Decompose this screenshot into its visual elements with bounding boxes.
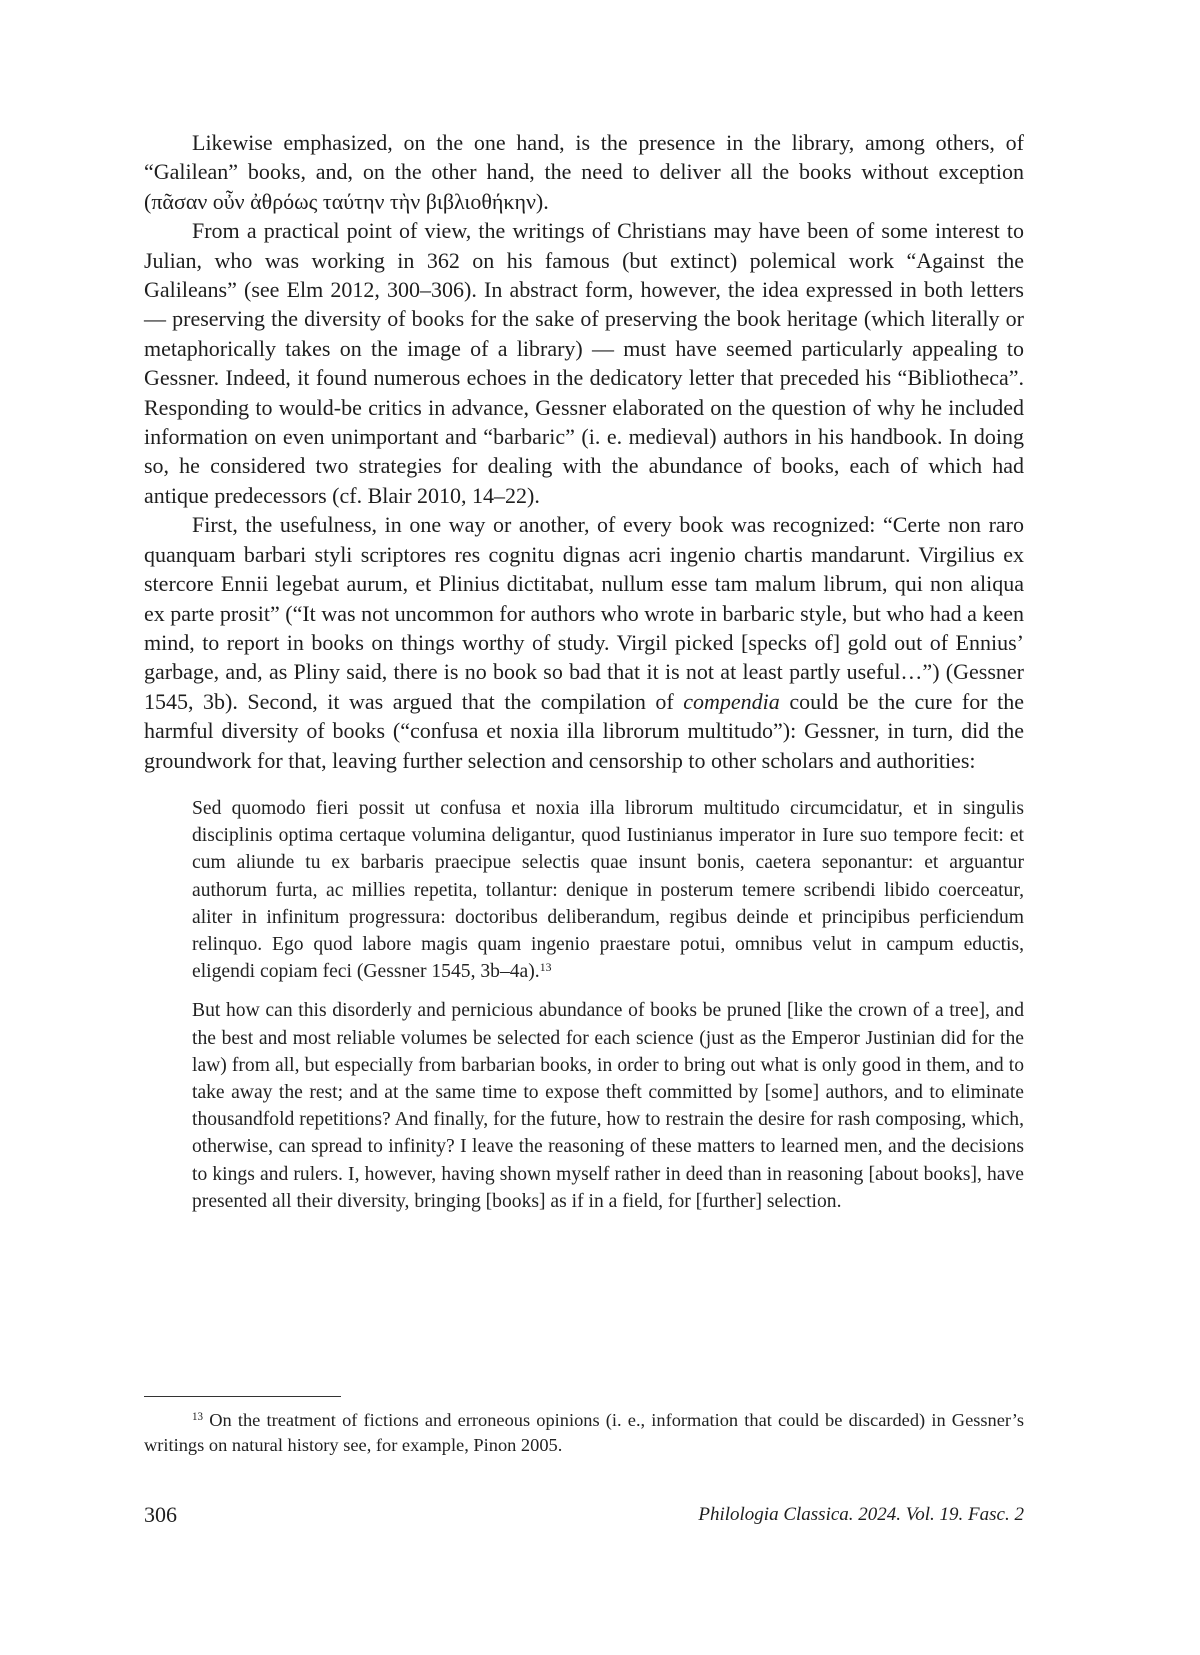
- footnote-body: [144, 1408, 1024, 1458]
- quote-latin-text: Sed quomodo fieri possit ut confusa et noxia illa librorum multitudo circumcidatur, et in singulis disciplinis optima certaque volumina deligantur, quod Iustinianus imperator in Iure suo tempore fecit: et cum aliunde tu ex barbaris praecipue selectis quae insunt bonis, caetera seponantur: et arguantur authorum furta, ac millies repetita, tollantur: denique in posterum temere scribendi libido coerceatur, aliter in infinitum progressura: doctoribus deliberandum, regibus deinde et principibus perficiendum relinquo. Ego quod labore magis quam ingenio praestare potui, omnibus velut in campum eductis, eligendi copiam feci (Gessner 1545, 3b–4a).: [192, 797, 1024, 983]
- footnote-marker: 13: [192, 1411, 204, 1424]
- paragraph-3-part-b: could be the cure for the harmful diversity of books (“confusa et noxia illa librorum multitudo”): Gessner, in turn, did the groundwork for that, leaving further selection and censorship to other scholars and authorities:: [144, 688, 1024, 773]
- main-text: [144, 128, 1024, 775]
- quote-latin: [192, 795, 1024, 985]
- footnote-reference-13[interactable]: 13: [539, 961, 552, 975]
- emphasis-compendia: compendia: [683, 688, 780, 714]
- journal-running-footer: Philologia Classica. 2024. Vol. 19. Fasc. 2: [698, 1504, 1024, 1525]
- paragraph-3-part-a: First, the usefulness, in one way or another, of every book was recognized: “Certe non raro quanquam barbari styli scriptores res cognitu dignas acri ingenio chartis mandarunt. Virgilius ex stercore Ennii legebat aurum, et Plinius dictitabat, nullum esse tam malum librum, qui non aliqua ex parte prosit” (“It was not uncommon for authors who wrote in barbaric style, but who had a keen mind, to report in books on things worthy of study. Virgil picked [specks of] gold out of Ennius’ garbage, and, as Pliny said, there is no book so bad that it is not at least partly useful…”) (Gessner 1545, 3b). Second, it was argued that the compilation of: [144, 512, 1024, 714]
- page-body: [144, 128, 1024, 1215]
- footnote-13: [144, 1408, 1024, 1458]
- page-number: 306: [144, 1502, 177, 1527]
- block-quote: [192, 795, 1024, 1215]
- footnote-divider: [144, 1396, 341, 1397]
- quote-english: But how can this disorderly and pernicious abundance of books be pruned [like the crown of a tree], and the best and most reliable volumes be selected for each science (just as the Emperor Justinian did for the law) from all, but especially from barbarian books, in order to bring out what is only good in them, and to take away the rest; and at the same time to expose theft committed by [some] authors, and to eliminate thousandfold repetitions? And finally, for the future, how to restrain the desire for rash composing, which, otherwise, can spread to infinity? I leave the reasoning of these matters to learned men, and the decisions to kings and rulers. I, however, having shown myself rather in deed than in reasoning [about books], have presented all their diversity, bringing [books] as if in a field, for [further] selection.: [192, 1000, 1024, 1212]
- paragraph-3: [144, 510, 1024, 775]
- paragraph-2: From a practical point of view, the writings of Christians may have been of some interest to Julian, who was working in 362 on his famous (but extinct) polemical work “Against the Galileans” (see Elm 2012, 300–306). In abstract form, however, the idea expressed in both letters — preserving the diversity of books for the sake of preserving the book heritage (which literally or metaphorically takes on the image of a library) — must have seemed particularly appealing to Gessner. Indeed, it found numerous echoes in the dedicatory letter that preceded his “Bibliotheca”. Responding to would-be critics in advance, Gessner elaborated on the question of why he included information on even unimportant and “barbaric” (i. e. medieval) authors in his handbook. In doing so, he considered two strategies for dealing with the abundance of books, each of which had antique predecessors (cf. Blair 2010, 14–22).: [144, 218, 1024, 508]
- paragraph-1: Likewise emphasized, on the one hand, is the presence in the library, among others, of “Galilean” books, and, on the other hand, the need to deliver all the books without exception (πᾶσαν οὖν ἀθρόως ταύτην τὴν βιβλιοθήκην).: [144, 130, 1024, 214]
- footnote-text: On the treatment of fictions and erroneous opinions (i. e., information that could be discarded) in Gessner’s writings on natural history see, for example, Pinon 2005.: [144, 1410, 1024, 1455]
